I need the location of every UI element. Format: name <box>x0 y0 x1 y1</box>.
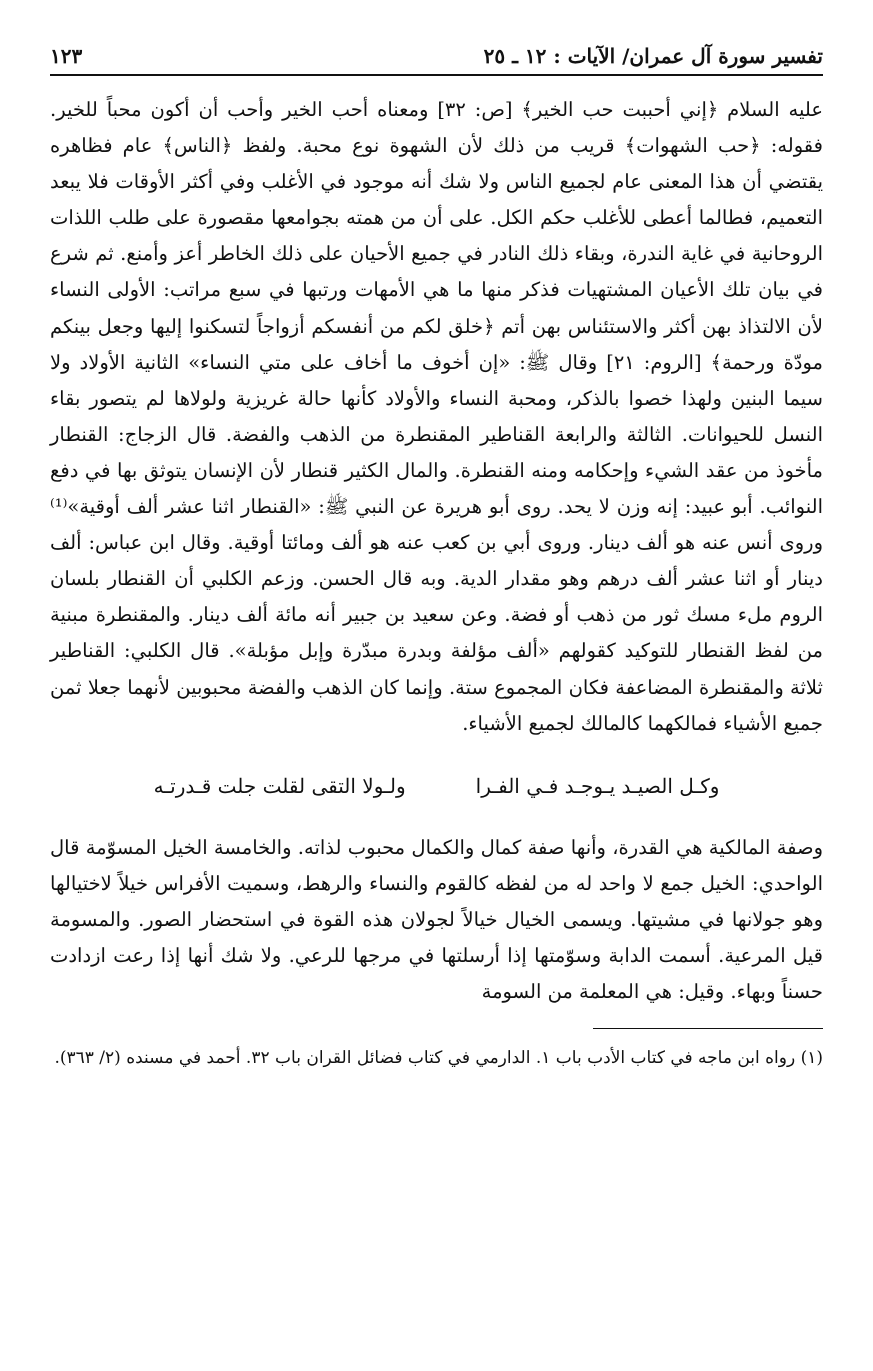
main-text <box>50 92 823 742</box>
poem-hemistich-2: ولـولا التقى لقلت جلت قـدرتـه <box>153 773 406 798</box>
page-number: ١٢٣ <box>50 44 83 68</box>
running-title: تفسير سورة آل عمران/ الآيات : ١٢ ـ ٢٥ <box>483 44 823 68</box>
footnote-divider <box>593 1028 823 1029</box>
page <box>50 40 823 1073</box>
main-text-continued <box>50 830 823 1010</box>
poem-hemistich-1: وكـل الصيـد يـوجـد فـي الفـرا <box>475 773 720 798</box>
poem-verse <box>50 768 823 804</box>
footnote: (١) رواه ابن ماجه في كتاب الأدب باب ١. الدارمي في كتاب فضائل القران باب ٣٢. أحمد في مسنده (٢/ ٣٦٣). <box>54 1048 823 1069</box>
paragraph-1: عليه السلام ﴿إني أحببت حب الخير﴾ [ص: ٣٢] ومعناه أحب الخير وأحب أن أكون محباً للخير. فقوله: ﴿حب الشهوات﴾ قريب من ذلك لأن الشهوة نوع محبة. ولفظ ﴿الناس﴾ عام فظاهره يقتضي أن هذا المعنى عام لجميع الناس ولا شك أنه موجود في الأغلب وفي أكثر الأوقات فلا يبعد التعميم، فطالما أعطى للأغلب حكم الكل. على أن من همته بجوامعها مقصورة على طلب اللذات الروحانية في غاية الندرة، وبقاء ذلك النادر في جميع الأحيان على ذلك الخاطر أعز وأمنع. ثم شرع في بيان تلك الأعيان المشتهيات فذكر منها ما هي الأمهات ورتبها في سبع مراتب: الأولى النساء لأن الالتذاذ بهن أكثر والاستئناس بهن أتم ﴿خلق لكم من أنفسكم أزواجاً لتسكنوا إليها وجعل بينكم مودّة ورحمة﴾ [الروم: ٢١] وقال ﷺ: «إن أخوف ما أخاف على متي النساء» الثانية الأولاد ولا سيما البنين ولهذا خصوا بالذكر، ومحبة النساء والأولاد كأنها حالة غريزية ولولاها لم يتصور بقاء النسل للحيوانات. الثالثة والرابعة القناطير المقنطرة من الذهب والفضة. قال الزجاج: القنطار مأخوذ من عقد الشيء وإحكامه ومنه القنطرة. والمال الكثير قنطار لأن الإنسان يتوثق بها في دفع النوائب. أبو عبيد: إنه وزن لا يحد. روى أبو هريرة عن النبي ﷺ: «القنطار اثنا عشر ألف أوقية»⁽¹⁾ وروى أنس عنه هو ألف دينار. وروى أبي بن كعب عنه هو ألف ومائتا أوقية. وقال ابن عباس: ألف دينار أو اثنا عشر ألف درهم وهو مقدار الدية. وبه قال الحسن. وزعم الكلبي أن القنطار بلسان الروم ملء مسك ثور من ذهب أو فضة. وعن سعيد بن جبير أنه مائة ألف دينار. والمقنطرة مبنية من لفظ القنطار للتوكيد كقولهم «ألف مؤلفة وبدرة مبدّرة وإبل مؤبلة». قال الكلبي: القناطير ثلاثة والمقنطرة المضاعفة فكان المجموع ستة. وإنما كان الذهب والفضة محبوبين لأنهما جعلا ثمن جميع الأشياء فمالكهما كالمالك لجميع الأشياء. <box>50 98 823 735</box>
paragraph-2: وصفة المالكية هي القدرة، وأنها صفة كمال والكمال محبوب لذاته. والخامسة الخيل المسوّمة قال الواحدي: الخيل جمع لا واحد له من لفظه كالقوم والنساء والرهط، وسميت الأفراس خيلاً لاختيالها وهو جولانها في مشيتها. ويسمى الخيال خيالاً لجولان هذه القوة في استحضار الصور. والمسومة قيل المرعية. أسمت الدابة وسوّمتها إذا أرسلتها في مرجها للرعي. ولا شك أنها إذا رعت ازدادت حسناً وبهاء. وقيل: هي المعلمة من السومة <box>50 835 823 1004</box>
running-header <box>50 40 823 76</box>
